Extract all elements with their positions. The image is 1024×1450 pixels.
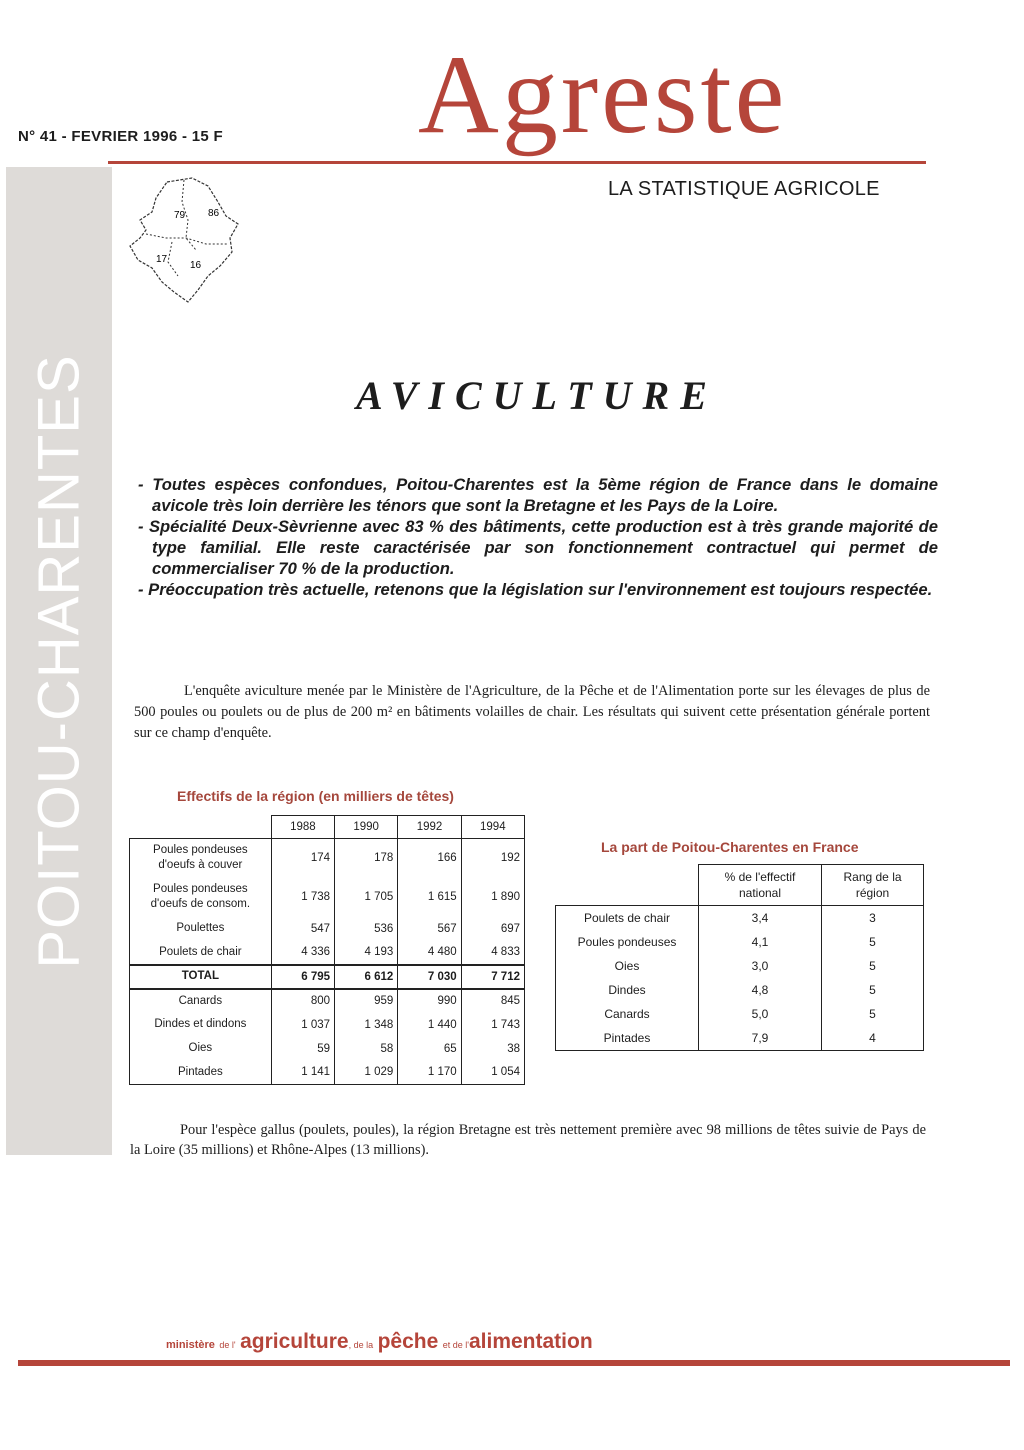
cell-value: 5 xyxy=(822,954,924,978)
table-row xyxy=(556,930,924,954)
subtitle: LA STATISTIQUE AGRICOLE xyxy=(608,178,880,200)
footer-word: pêche xyxy=(377,1330,439,1353)
region-band-label-wrap xyxy=(6,167,112,1155)
total-value: 6 795 xyxy=(271,965,334,989)
table-row xyxy=(130,941,525,965)
cell-value: 5 xyxy=(822,930,924,954)
total-label: TOTAL xyxy=(130,965,272,989)
map-label-79: 79 xyxy=(174,210,186,221)
cell-value: 178 xyxy=(335,839,398,878)
cell-value: 4 xyxy=(822,1026,924,1051)
cell-value: 845 xyxy=(461,989,524,1013)
cell-value: 174 xyxy=(271,839,334,878)
table-row xyxy=(130,878,525,917)
summary-list xyxy=(138,474,938,600)
map-label-17: 17 xyxy=(156,254,168,265)
row-label: Canards xyxy=(556,1002,699,1026)
cell-value: 4 336 xyxy=(271,941,334,965)
table-total-row xyxy=(130,965,525,989)
row-label: Dindes xyxy=(556,978,699,1002)
cell-value: 4,8 xyxy=(699,978,822,1002)
row-label: Poulets de chair xyxy=(556,906,699,931)
cell-value: 192 xyxy=(461,839,524,878)
table-effectifs xyxy=(129,815,525,1085)
table-part xyxy=(555,864,924,1051)
cell-value: 1 440 xyxy=(398,1013,461,1037)
footer-word: de l' xyxy=(219,1340,236,1350)
table-row xyxy=(556,954,924,978)
cell-value: 3,4 xyxy=(699,906,822,931)
total-value: 7 030 xyxy=(398,965,461,989)
cell-value: 59 xyxy=(271,1037,334,1061)
cell-value: 4 833 xyxy=(461,941,524,965)
column-header: Rang de la région xyxy=(822,865,924,906)
row-label: Pintades xyxy=(130,1061,272,1085)
cell-value: 1 141 xyxy=(271,1061,334,1085)
cell-value: 5,0 xyxy=(699,1002,822,1026)
table-row xyxy=(556,1002,924,1026)
table-row xyxy=(556,906,924,931)
page-title: AVICULTURE xyxy=(356,373,718,418)
table-row xyxy=(130,917,525,941)
cell-value: 1 743 xyxy=(461,1013,524,1037)
table-effectifs-caption: Effectifs de la région (en milliers de têtes) xyxy=(177,788,454,804)
cell-value: 166 xyxy=(398,839,461,878)
header-rule xyxy=(108,161,926,164)
cell-value: 3 xyxy=(822,906,924,931)
row-label: Poules pondeuses d'oeufs à couver xyxy=(130,839,272,878)
row-label: Poulettes xyxy=(130,917,272,941)
cell-value: 4 480 xyxy=(398,941,461,965)
cell-value: 547 xyxy=(271,917,334,941)
cell-value: 536 xyxy=(335,917,398,941)
cell-value: 800 xyxy=(271,989,334,1013)
cell-value: 959 xyxy=(335,989,398,1013)
intro-paragraph: L'enquête aviculture menée par le Ministère de l'Agriculture, de la Pêche et de l'Alimentation porte sur les élevages de plus de 500 poules ou poulets ou de plus de 200 m² en bâtiments volailles de chair. Les résultats qui suivent cette présentation générale portent sur ce champ d'enquête. xyxy=(134,683,930,741)
issue-line: N° 41 - FEVRIER 1996 - 15 F xyxy=(18,128,224,145)
cell-value: 4 193 xyxy=(335,941,398,965)
region-band-label: POITOU-CHARENTES xyxy=(26,353,92,969)
cell-value: 697 xyxy=(461,917,524,941)
summary-item: - Préoccupation très actuelle, retenons que la législation sur l'environnement est toujours respectée. xyxy=(138,580,933,599)
table-row xyxy=(556,978,924,1002)
cell-value: 1 037 xyxy=(271,1013,334,1037)
row-label: Canards xyxy=(130,989,272,1013)
cell-value: 1 705 xyxy=(335,878,398,917)
cell-value: 58 xyxy=(335,1037,398,1061)
total-value: 7 712 xyxy=(461,965,524,989)
table-row xyxy=(130,839,525,878)
cell-value: 5 xyxy=(822,978,924,1002)
brand-logo: Agreste xyxy=(418,33,788,157)
cell-value: 4,1 xyxy=(699,930,822,954)
table-row xyxy=(130,1061,525,1085)
row-label: Poulets de chair xyxy=(130,941,272,965)
cell-value: 990 xyxy=(398,989,461,1013)
table-row xyxy=(130,1037,525,1061)
total-value: 6 612 xyxy=(335,965,398,989)
map-label-86: 86 xyxy=(208,208,220,219)
table-row xyxy=(130,989,525,1013)
cell-value: 1 615 xyxy=(398,878,461,917)
cell-value: 1 054 xyxy=(461,1061,524,1085)
footer-rule xyxy=(18,1360,1010,1366)
cell-value: 1 890 xyxy=(461,878,524,917)
cell-value: 1 170 xyxy=(398,1061,461,1085)
column-header: 1990 xyxy=(335,816,398,839)
table-part-caption: La part de Poitou-Charentes en France xyxy=(601,839,859,855)
table-row xyxy=(556,1026,924,1051)
table-row xyxy=(130,1013,525,1037)
footer-word: agriculture xyxy=(240,1330,349,1353)
row-label: Poules pondeuses d'oeufs de consom. xyxy=(130,878,272,917)
column-header: % de l'effectif national xyxy=(699,865,822,906)
row-label: Oies xyxy=(130,1037,272,1061)
region-map xyxy=(122,172,252,306)
footer-word: ministère xyxy=(166,1339,215,1351)
column-header: 1988 xyxy=(271,816,334,839)
cell-value: 3,0 xyxy=(699,954,822,978)
footer-word: , de la xyxy=(348,1340,374,1350)
cell-value: 5 xyxy=(822,1002,924,1026)
cell-value: 65 xyxy=(398,1037,461,1061)
summary-item: - Spécialité Deux-Sèvrienne avec 83 % des bâtiments, cette production est à très grande majorité de type familial. Elle reste caractérisée par son fonctionnement contractuel qui permet de commercialiser 70 % de la production. xyxy=(138,517,938,578)
column-header: 1992 xyxy=(398,816,461,839)
footer-word: alimentation xyxy=(468,1330,593,1353)
column-header: 1994 xyxy=(461,816,524,839)
table-corner xyxy=(130,816,272,839)
row-label: Pintades xyxy=(556,1026,699,1051)
row-label: Poules pondeuses xyxy=(556,930,699,954)
cell-value: 38 xyxy=(461,1037,524,1061)
table-corner xyxy=(556,865,699,906)
map-label-16: 16 xyxy=(190,260,202,271)
closing-paragraph: Pour l'espèce gallus (poulets, poules), la région Bretagne est très nettement première avec 98 millions de têtes suivie de Pays de la Loire (35 millions) et Rhône-Alpes (13 millions). xyxy=(130,1122,926,1158)
row-label: Dindes et dindons xyxy=(130,1013,272,1037)
summary-item: - Toutes espèces confondues, Poitou-Charentes est la 5ème région de France dans le domaine avicole très loin derrière les ténors que sont la Bretagne et les Pays de la Loire. xyxy=(138,475,938,515)
cell-value: 1 738 xyxy=(271,878,334,917)
cell-value: 7,9 xyxy=(699,1026,822,1051)
cell-value: 1 029 xyxy=(335,1061,398,1085)
row-label: Oies xyxy=(556,954,699,978)
cell-value: 1 348 xyxy=(335,1013,398,1037)
footer-word: et de l' xyxy=(442,1340,469,1350)
footer-ministry xyxy=(166,1330,593,1354)
cell-value: 567 xyxy=(398,917,461,941)
